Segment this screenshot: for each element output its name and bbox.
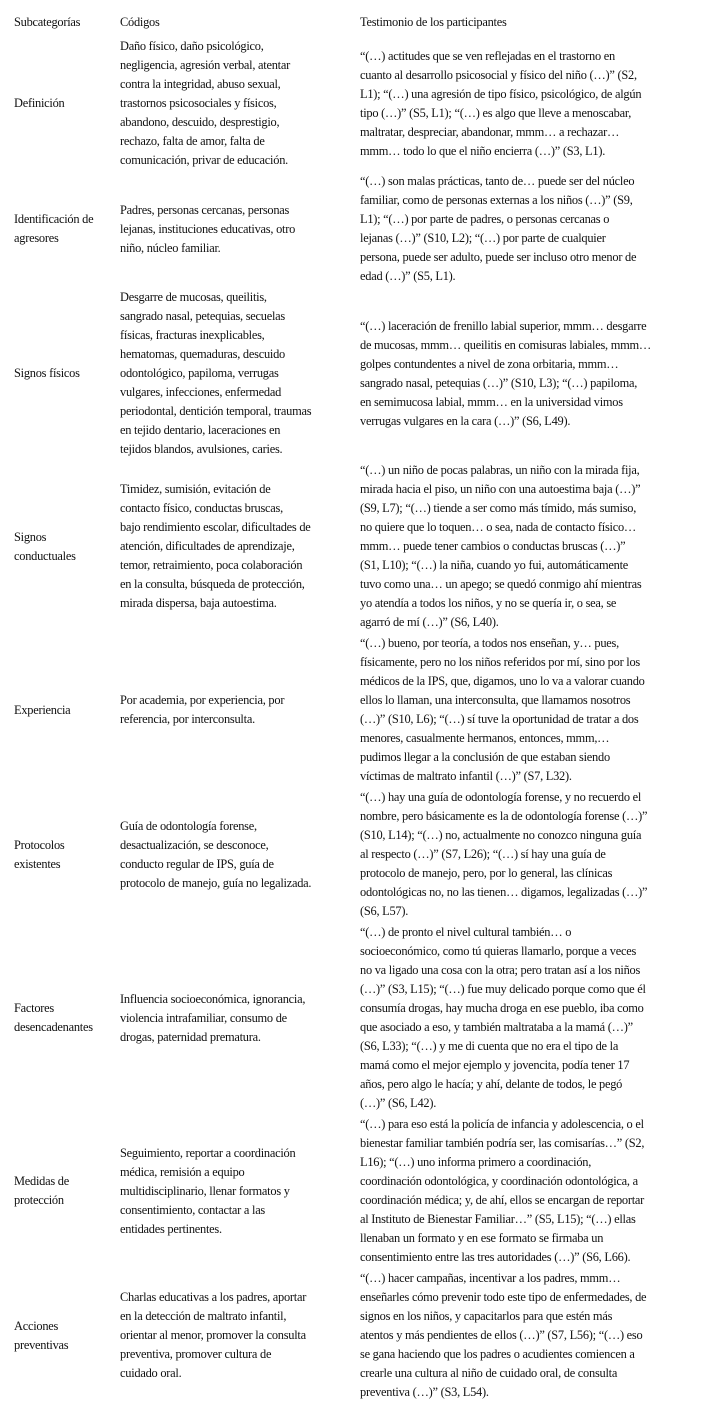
table-row: [10, 633, 714, 787]
codes-cell: Charlas educativas a los padres, aportar en la detección de maltrato infantil, orientar al menor, promover la consulta preventiva, promover cultura de cuidado oral.: [120, 1290, 307, 1380]
testimony-cell: “(…) hacer campañas, incentivar a los padres, mmm… enseñarles cómo prevenir todo este tipo de enfermedades, de signos en los niños, y capacitarlos para que estén más atentos y más pendientes de ellos (…)” (S7, L56); “(…) eso se gana haciendo que los padres o acudientes comiencen a crearle una cultura al niño de cuidado oral, de consulta preventiva (…)” (S3, L54).: [360, 1271, 647, 1399]
table-row: [10, 787, 714, 922]
testimony-cell: “(…) bueno, por teoría, a todos nos enseñan, y… pues, físicamente, pero no los niños referidos por mí, sino por los médicos de la IPS, que, digamos, uno lo va a valorar cuando ellos lo llaman, una interconsulta, que llamamos nosotros (…)” (S10, L6); “(…) sí tuve la oportunidad de tratar a dos menores, casualmente hermanos, entonces, mmm,… pudimos llegar a la conclusión de que estaban siendo víctimas de maltrato infantil (…)” (S7, L32).: [360, 636, 645, 783]
table-row: [10, 36, 714, 171]
table-header: [10, 8, 714, 36]
testimony-cell: “(…) hay una guía de odontología forense, y no recuerdo el nombre, pero básicamente es la de odontología forense (…)” (S10, L14); “(…) no, actualmente no conozco ninguna guía al respecto (…)” (S7, L26); “(…) sí hay una guía de protocolo de manejo, pero, por lo general, las clínicas odontológicas no, no las tienen… digamos, legalizadas (…)” (S6, L57).: [360, 790, 648, 918]
codes-cell: Timidez, sumisión, evitación de contacto físico, conductas bruscas, bajo rendimiento escolar, dificultades de atención, dificultades de aprendizaje, temor, retraimiento, poca colaboración en la consulta, búsqueda de protección, mirada dispersa, baja autoestima.: [120, 482, 311, 610]
header-testimony: Testimonio de los participantes: [360, 14, 507, 29]
header-subcategory: Subcategorías: [14, 14, 81, 29]
codes-cell: Padres, personas cercanas, personas lejanas, instituciones educativas, otro niño, núcleo familiar.: [120, 202, 296, 255]
header-codes: Códigos: [120, 14, 160, 29]
testimony-cell: “(…) para eso está la policía de infancia y adolescencia, o el bienestar familiar también podría ser, las comisarías…” (S2, L16); “(…) uno informa primero a coordinación, coordinación odontológica, y coordinación odontológica, a coordinación médica; y, de ahí, ellos se encargan de reportar al Instituto de Bienestar Familiar…” (S5, L15); “(…) ellas llenaban un formato y en ese formato se firmaba un consentimiento entre las tres autoridades (…)” (S6, L66).: [360, 1117, 645, 1264]
table-row: [10, 1114, 714, 1268]
table-row: [10, 287, 714, 460]
testimony-cell: “(…) son malas prácticas, tanto de… puede ser del núcleo familiar, como de personas externas a los niños (…)” (S9, L1); “(…) por parte de padres, o personas cercanas o lejanas (…)” (S10, L2); “(…) por parte de cualquier persona, puede ser adulto, puede ser incluso otro menor de edad (…)” (S5, L1).: [360, 174, 637, 283]
subcategory-cell: Identificación de agresores: [14, 212, 94, 245]
subcategory-cell: Factores desencadenantes: [14, 1001, 93, 1034]
subcategory-cell: Acciones preventivas: [14, 1318, 69, 1352]
subcategory-cell: Definición: [14, 96, 65, 110]
codes-cell: Guía de odontología forense, desactualización, se desconoce, conducto regular de IPS, guía de protocolo de manejo, guía no legalizada.: [120, 818, 312, 890]
subcategories-table: [10, 8, 714, 1403]
codes-cell: Desgarre de mucosas, queilitis, sangrado nasal, petequias, secuelas físicas, fracturas inexplicables, hematomas, quemaduras, descuido odontológico, papiloma, verrugas vulgares, infecciones, enfermedad periodontal, dentición temporal, traumas en tejido dentario, laceraciones en tejidos blandos, avulsiones, caries.: [120, 290, 312, 456]
table-row: [10, 171, 714, 287]
table-row: [10, 922, 714, 1114]
testimony-cell: “(…) actitudes que se ven reflejadas en el trastorno en cuanto al desarrollo psicosocial y físico del niño (…)” (S2, L1); “(…) una agresión de tipo físico, psicológico, de algún tipo (…)” (S5, L1); “(…) es algo que lleve a menoscabar, maltratar, despreciar, abandonar, mmm… a rechazar… mmm… todo lo que el niño encierra (…)” (S3, L1).: [360, 48, 642, 158]
subcategory-cell: Experiencia: [14, 702, 71, 717]
table-row: [10, 460, 714, 633]
table-row: [10, 1268, 714, 1403]
subcategory-cell: Signos físicos: [14, 366, 80, 380]
testimony-cell: “(…) un niño de pocas palabras, un niño con la mirada fija, mirada hacia el piso, un niño con una autoestima baja (…)” (S9, L7); “(…) tiende a ser como más tímido, más sumiso, no quiere que lo toquen… o sea, nada de contacto físico… mmm… puede tener cambios o conductas bruscas (…)” (S1, L10); “(…) la niña, cuando yo fui, automáticamente tuvo como una… un apego; se quedó conmigo ahí mientras yo atendía a todos los niños, y no se quería ir, o sea, se agarró de mí (…)” (S6, L40).: [360, 463, 642, 629]
subcategory-cell: Medidas de protección: [14, 1174, 69, 1207]
codes-cell: Por academia, por experiencia, por referencia, por interconsulta.: [120, 693, 285, 726]
subcategory-cell: Signos conductuales: [14, 529, 76, 563]
codes-cell: Seguimiento, reportar a coordinación médica, remisión a equipo multidisciplinario, llenar formatos y consentimiento, contactar a las entidades pertinentes.: [120, 1145, 296, 1236]
subcategory-cell: Protocolos existentes: [14, 837, 65, 871]
testimony-cell: “(…) laceración de frenillo labial superior, mmm… desgarre de mucosas, mmm… queilitis en comisuras labiales, mmm… golpes contundentes a nivel de zona orbitaria, mmm… sangrado nasal, petequias (…)” (S10, L3); “(…) papiloma, en semimucosa labial, mmm… en la universidad vimos verrugas vulgares en la cara (…)” (S6, L49).: [360, 318, 652, 428]
testimony-cell: “(…) de pronto el nivel cultural también… o socioeconómico, como tú quieras llamarlo, porque a veces no va ligado una cosa con la otra; pero tratan así a los niños (…)” (S3, L15); “(…) fue muy delicado porque como que él consumía drogas, hay mucha droga en ese pueblo, iba como que asociado a eso, y también maltrataba a la mamá (…)” (S6, L33); “(…) y me di cuenta que no era el tipo de la mamá como el mejor ejemplo y jovencita, podía tener 17 años, pero algo le hacía; y ahí, delante de todos, le pegó (…)” (S6, L42).: [360, 925, 646, 1110]
codes-cell: Daño físico, daño psicológico, negligencia, agresión verbal, atentar contra la integridad, abuso sexual, trastornos psicosociales y físicos, abandono, descuido, desprestigio, rechazo, falta de amor, falta de comunicación, privar de educación.: [120, 39, 290, 167]
codes-cell: Influencia socioeconómica, ignorancia, violencia intrafamiliar, consumo de drogas, paternidad prematura.: [120, 991, 306, 1044]
